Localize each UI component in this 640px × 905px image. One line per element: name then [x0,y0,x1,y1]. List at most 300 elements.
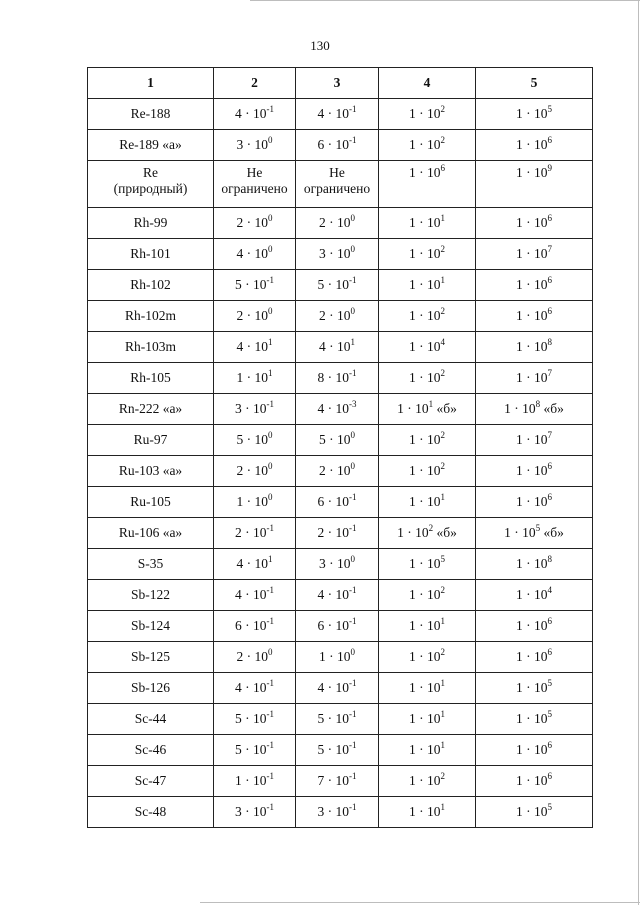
mantissa: 1 [516,308,523,323]
mantissa: 2 [319,215,326,230]
exponent: 7 [547,243,552,254]
exponent: 0 [268,491,273,502]
table-row [88,99,593,130]
table-cell-col3 [296,363,379,394]
exponent: -1 [349,274,357,285]
nuclide-name: Sc-47 [88,766,214,797]
mantissa: 1 [409,308,416,323]
table-cell-col4 [379,642,476,673]
table-row [88,394,593,425]
nuclide-name: Rh-103m [88,332,214,363]
exponent: -1 [349,491,357,502]
mantissa: 1 [516,556,523,571]
exponent: 6 [547,491,552,502]
exponent: 0 [268,429,273,440]
exponent: 6 [547,460,552,471]
exponent: 6 [547,770,552,781]
table-cell-col2 [214,394,296,425]
exponent: 9 [547,162,552,173]
multiply-dot: · 10 [241,587,267,602]
multiply-dot: · 10 [324,370,349,385]
table-cell-col2 [214,797,296,828]
multiply-dot: · 10 [522,277,548,292]
multiply-dot: · 10 [522,137,548,152]
multiply-dot: · 10 [415,804,441,819]
table-cell-col4 [379,456,476,487]
table-cell-col5 [476,580,593,611]
exponent: 2 [440,584,445,595]
table-cell-col5 [476,208,593,239]
multiply-dot: · 10 [324,680,349,695]
multiply-dot: · 10 [243,463,268,478]
exponent: 1 [440,708,445,719]
multiply-dot: · 10 [415,711,441,726]
exponent: 1 [440,615,445,626]
exponent: 0 [350,243,355,254]
table-cell-col4 [379,301,476,332]
table-cell-col4 [379,425,476,456]
exponent: 2 [440,305,445,316]
exponent: 4 [547,584,552,595]
mantissa: 6 [317,137,325,152]
mantissa: 5 [319,432,326,447]
table-row [88,208,593,239]
table-cell-col3 [296,735,379,766]
nuclide-name: Rh-102 [88,270,214,301]
exponent: -1 [349,615,357,626]
exponent: 1 [268,553,273,564]
table-cell-col5 [476,270,593,301]
exponent: 7 [547,367,552,378]
mantissa: 1 [409,277,416,292]
exponent: -1 [266,801,274,812]
table-row [88,673,593,704]
mantissa: 2 [236,463,244,478]
table-row [88,642,593,673]
exponent: 0 [350,646,355,657]
multiply-dot: · 10 [522,680,548,695]
mantissa: 1 [409,165,416,180]
table-cell-col2-line2: ограничено [221,181,288,196]
nuclide-name [88,161,214,208]
multiply-dot: · 10 [241,277,267,292]
table-cell-col5 [476,425,593,456]
table-cell-col2 [214,487,296,518]
table-cell-col2-line1: Не [246,165,263,180]
mantissa: 1 [504,401,511,416]
mantissa: 1 [409,339,416,354]
exponent: 4 [440,336,445,347]
mantissa: 1 [409,804,416,819]
table-body [88,99,593,828]
nuclide-name: Sb-122 [88,580,214,611]
table-cell-col2 [214,642,296,673]
mantissa: 1 [516,773,523,788]
multiply-dot: · 10 [324,618,349,633]
nuclide-name: Sc-44 [88,704,214,735]
exponent: 6 [440,162,445,173]
multiply-dot: · 10 [415,742,441,757]
multiply-dot: · 10 [415,587,441,602]
mantissa: 1 [516,246,523,261]
multiply-dot: · 10 [510,525,536,540]
mantissa: 1 [409,215,416,230]
multiply-dot: · 10 [324,711,349,726]
mantissa: 6 [235,618,242,633]
mantissa: 1 [409,246,416,261]
table-cell-col2 [214,425,296,456]
exponent: 0 [350,460,355,471]
table-cell-col3 [296,673,379,704]
multiply-dot: · 10 [324,525,349,540]
footnote-mark: «б» [540,525,564,540]
table-cell-col3 [296,766,379,797]
mantissa: 1 [516,137,523,152]
multiply-dot: · 10 [324,804,349,819]
multiply-dot: · 10 [243,308,268,323]
mantissa: 2 [236,215,244,230]
mantissa: 5 [317,711,325,726]
multiply-dot: · 10 [415,370,441,385]
exponent: -1 [266,522,274,533]
multiply-dot: · 10 [522,773,548,788]
table-cell-col4 [379,239,476,270]
table-cell-col2 [214,208,296,239]
multiply-dot: · 10 [241,680,267,695]
table-cell-col5 [476,456,593,487]
multiply-dot: · 10 [522,106,548,121]
multiply-dot: · 10 [415,556,441,571]
exponent: -3 [349,398,357,409]
mantissa: 1 [409,587,416,602]
exponent: 0 [268,305,273,316]
exponent: 5 [547,677,552,688]
mantissa: 2 [319,463,326,478]
table-cell-col3 [296,99,379,130]
mantissa: 1 [516,215,523,230]
exponent: -1 [349,522,357,533]
nuclide-name: Re-188 [88,99,214,130]
mantissa: 4 [236,339,244,354]
table-row [88,270,593,301]
multiply-dot: · 10 [243,137,268,152]
table-cell-col5 [476,301,593,332]
mantissa: 5 [235,277,242,292]
table-cell-col4 [379,363,476,394]
exponent: -1 [349,134,357,145]
exponent: 6 [547,615,552,626]
multiply-dot: · 10 [324,587,349,602]
exponent: 5 [535,522,541,533]
exponent: -1 [349,103,357,114]
table-row [88,301,593,332]
table-cell-col3 [296,642,379,673]
exponent: -1 [266,770,274,781]
table-cell-col5 [476,797,593,828]
table-row [88,425,593,456]
nuclide-name: Ru-106 «а» [88,518,214,549]
multiply-dot: · 10 [415,215,441,230]
mantissa: 1 [409,106,416,121]
table-cell-col2 [214,99,296,130]
exponent: 0 [350,212,355,223]
footnote-mark: «б» [433,401,457,416]
table-cell-col4 [379,673,476,704]
exponent: 1 [428,398,434,409]
table-cell-col4 [379,99,476,130]
nuclide-name: Rh-105 [88,363,214,394]
multiply-dot: · 10 [241,773,267,788]
exponent: -1 [266,398,274,409]
multiply-dot: · 10 [324,742,349,757]
exponent: 5 [440,553,445,564]
table-cell-col3 [296,161,379,208]
table-cell-col2 [214,518,296,549]
mantissa: 5 [235,742,242,757]
table-cell-col4 [379,797,476,828]
exponent: 7 [547,429,552,440]
mantissa: 1 [409,649,416,664]
mantissa: 1 [409,137,416,152]
table-cell-col3 [296,394,379,425]
exponent: 0 [268,646,273,657]
mantissa: 1 [409,463,416,478]
table-row [88,239,593,270]
exponent: -1 [266,739,274,750]
multiply-dot: · 10 [243,494,268,509]
exponent: 1 [268,367,273,378]
table-cell-col4 [379,580,476,611]
table-row [88,611,593,642]
exponent: -1 [349,739,357,750]
exponent: 1 [440,677,445,688]
table-cell-col5 [476,549,593,580]
table-cell-col3 [296,704,379,735]
exponent: -1 [266,615,274,626]
mantissa: 3 [317,804,325,819]
table-cell-col5 [476,363,593,394]
exponent: 0 [268,460,273,471]
mantissa: 6 [317,618,325,633]
multiply-dot: · 10 [241,804,267,819]
table-cell-col3 [296,208,379,239]
exponent: -1 [349,584,357,595]
mantissa: 1 [516,680,523,695]
exponent: 0 [350,429,355,440]
multiply-dot: · 10 [415,165,441,180]
exponent: -1 [349,367,357,378]
exponent: 5 [547,801,552,812]
table-cell-col2 [214,161,296,208]
multiply-dot: · 10 [241,618,267,633]
table-cell-col5 [476,487,593,518]
multiply-dot: · 10 [415,308,441,323]
multiply-dot: · 10 [522,804,548,819]
mantissa: 3 [319,556,326,571]
exponent: 6 [547,646,552,657]
exponent: 2 [440,460,445,471]
multiply-dot: · 10 [522,494,548,509]
exponent: 2 [440,243,445,254]
mantissa: 3 [235,804,242,819]
table-cell-col2 [214,704,296,735]
exponent: 1 [440,212,445,223]
multiply-dot: · 10 [415,137,441,152]
table-cell-col5 [476,130,593,161]
table-cell-col5 [476,518,593,549]
multiply-dot: · 10 [241,742,267,757]
exponent: -1 [266,103,274,114]
mantissa: 4 [235,680,242,695]
nuclide-name: Rn-222 «а» [88,394,214,425]
exponent: 0 [268,212,273,223]
exponent: 8 [547,336,552,347]
page-number: 130 [310,38,330,53]
multiply-dot: · 10 [522,587,548,602]
exponent: 8 [535,398,541,409]
table-cell-col4 [379,549,476,580]
multiply-dot: · 10 [325,308,351,323]
table-row [88,332,593,363]
mantissa: 3 [236,137,244,152]
nuclide-name: Sc-46 [88,735,214,766]
table-cell-col4 [379,208,476,239]
mantissa: 6 [317,494,325,509]
exponent: 5 [547,708,552,719]
table-row [88,487,593,518]
nuclide-name-line1: Re [143,165,158,180]
table-cell-col2 [214,363,296,394]
table-cell-col5 [476,332,593,363]
column-header-5: 5 [476,68,593,99]
table-cell-col4 [379,704,476,735]
table-cell-col3 [296,580,379,611]
mantissa: 1 [516,618,523,633]
table-cell-col2 [214,549,296,580]
multiply-dot: · 10 [522,618,548,633]
mantissa: 1 [516,742,523,757]
multiply-dot: · 10 [415,106,441,121]
footnote-mark: «б» [433,525,457,540]
multiply-dot: · 10 [243,339,268,354]
multiply-dot: · 10 [325,246,351,261]
table-cell-col3 [296,518,379,549]
footnote-mark: «б» [540,401,564,416]
mantissa: 4 [317,680,325,695]
exponent: -1 [349,770,357,781]
table-cell-col3 [296,456,379,487]
table-cell-col2 [214,611,296,642]
mantissa: 2 [236,308,244,323]
nuclide-name-line2: (природный) [113,181,188,196]
table-cell-col4 [379,332,476,363]
mantissa: 2 [235,525,242,540]
table-row [88,735,593,766]
multiply-dot: · 10 [415,680,441,695]
mantissa: 1 [516,432,523,447]
table-cell-col4 [379,270,476,301]
table-cell-col4 [379,518,476,549]
multiply-dot: · 10 [324,106,349,121]
table-row [88,130,593,161]
column-header-2: 2 [214,68,296,99]
exponent: -1 [349,708,357,719]
multiply-dot: · 10 [325,463,351,478]
multiply-dot: · 10 [522,556,548,571]
multiply-dot: · 10 [415,432,441,447]
exponent: 1 [440,491,445,502]
exponent: 1 [350,336,355,347]
table-row [88,161,593,208]
table-row [88,580,593,611]
exponent: 6 [547,134,552,145]
table-cell-col4 [379,766,476,797]
mantissa: 1 [516,106,523,121]
multiply-dot: · 10 [415,618,441,633]
exponent: -1 [349,801,357,812]
table-cell-col2 [214,301,296,332]
table-row [88,704,593,735]
exponent: 6 [547,212,552,223]
table-cell-col5 [476,611,593,642]
mantissa: 1 [409,618,416,633]
multiply-dot: · 10 [324,494,349,509]
table-cell-col4 [379,394,476,425]
mantissa: 1 [409,742,416,757]
table-cell-col3 [296,425,379,456]
table-cell-col3-line2: ограничено [303,181,371,196]
multiply-dot: · 10 [243,246,268,261]
multiply-dot: · 10 [243,649,268,664]
multiply-dot: · 10 [415,494,441,509]
table-cell-col3-line1: Не [329,165,345,180]
mantissa: 5 [317,277,325,292]
mantissa: 5 [235,711,242,726]
multiply-dot: · 10 [522,246,548,261]
table-cell-col5 [476,239,593,270]
table-cell-col5 [476,673,593,704]
multiply-dot: · 10 [522,463,548,478]
multiply-dot: · 10 [325,339,351,354]
mantissa: 1 [516,587,523,602]
mantissa: 1 [504,525,511,540]
multiply-dot: · 10 [522,165,548,180]
column-header-1: 1 [88,68,214,99]
table-cell-col2 [214,766,296,797]
mantissa: 4 [319,339,326,354]
mantissa: 1 [409,711,416,726]
table-cell-col3 [296,332,379,363]
table-row [88,797,593,828]
multiply-dot: · 10 [415,246,441,261]
table-cell-col4 [379,735,476,766]
table-cell-col2 [214,270,296,301]
multiply-dot: · 10 [415,339,441,354]
mantissa: 1 [516,711,523,726]
mantissa: 1 [409,680,416,695]
nuclide-name: Ru-105 [88,487,214,518]
table-cell-col5 [476,99,593,130]
mantissa: 4 [235,106,242,121]
table-cell-col2 [214,332,296,363]
mantissa: 5 [236,432,244,447]
nuclide-name: Ru-103 «а» [88,456,214,487]
nuclide-name: Sb-124 [88,611,214,642]
exponent: 5 [547,103,552,114]
exponent: 2 [440,429,445,440]
nuclide-name: S-35 [88,549,214,580]
table-cell-col5 [476,642,593,673]
